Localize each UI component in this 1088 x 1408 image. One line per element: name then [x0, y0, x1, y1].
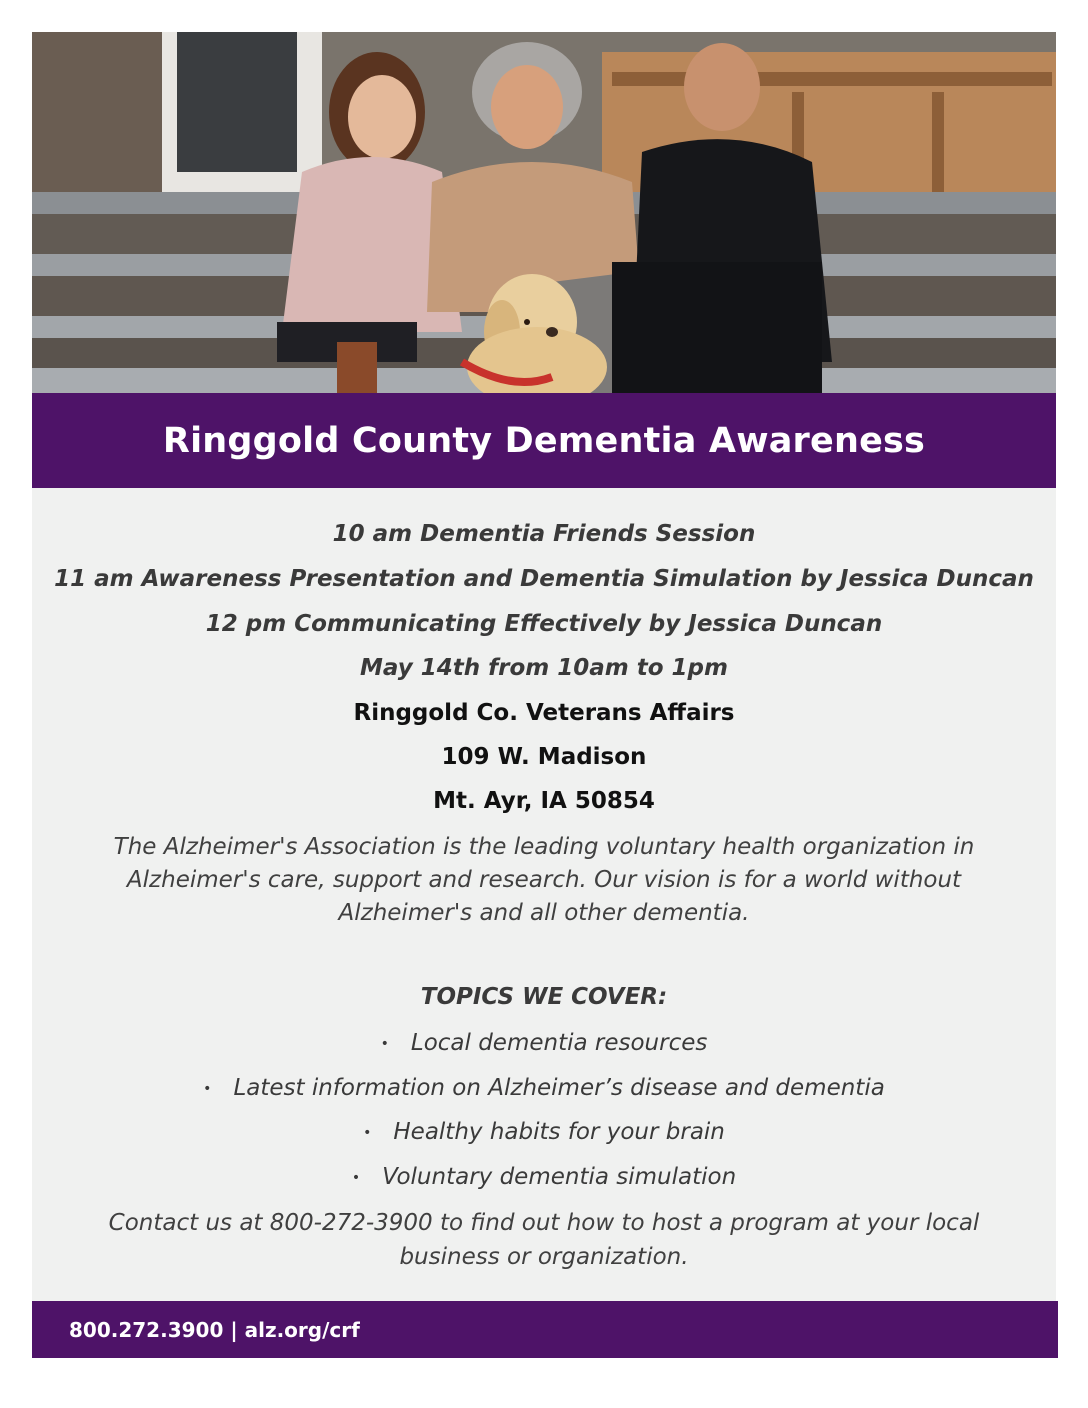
page-title: Ringgold County Dementia Awareness — [162, 420, 926, 461]
title-band — [32, 393, 1056, 488]
event-date: May 14th from 10am to 1pm — [360, 655, 728, 681]
venue-city: Mt. Ayr, IA 50854 — [433, 788, 655, 814]
schedule-line-2: 11 am Awareness Presentation and Dementia Simulation by Jessica Duncan — [54, 566, 1034, 592]
venue-street: 109 W. Madison — [441, 744, 647, 770]
footer-band — [32, 1301, 1058, 1358]
footer-contact: 800.272.3900 | alz.org/crf — [69, 1317, 360, 1342]
bullet-icon: • — [351, 1169, 361, 1186]
contact-text: Contact us at 800-272-3900 to find out how to host a program at your local business or organization. — [108, 1210, 980, 1270]
topic-item-text: Voluntary dementia simulation — [382, 1164, 737, 1190]
mission-statement: The Alzheimer's Association is the leading voluntary health organization in Alzheimer's care, support and research. Our vision is for a world without Alzheimer's and all other dementia. — [113, 834, 975, 926]
content-panel — [32, 488, 1056, 1301]
topic-item — [32, 1162, 1056, 1193]
bullet-icon: • — [380, 1035, 389, 1052]
hero-photo — [32, 32, 1056, 393]
topic-item — [32, 1117, 1056, 1148]
topic-item-text: Healthy habits for your brain — [393, 1119, 725, 1145]
schedule-line-1: 10 am Dementia Friends Session — [332, 521, 756, 547]
topic-item-text: Latest information on Alzheimer’s disease and dementia — [233, 1075, 885, 1101]
topic-item-text: Local dementia resources — [410, 1030, 708, 1056]
schedule-line-3: 12 pm Communicating Effectively by Jessica Duncan — [205, 611, 883, 637]
family-with-dog-photo — [32, 32, 1056, 393]
topic-item — [32, 1028, 1056, 1059]
bullet-icon: • — [363, 1124, 372, 1141]
venue-name: Ringgold Co. Veterans Affairs — [353, 700, 735, 726]
topic-item — [32, 1073, 1056, 1104]
topics-heading: TOPICS WE COVER: — [420, 984, 668, 1010]
bullet-icon: • — [203, 1080, 212, 1097]
